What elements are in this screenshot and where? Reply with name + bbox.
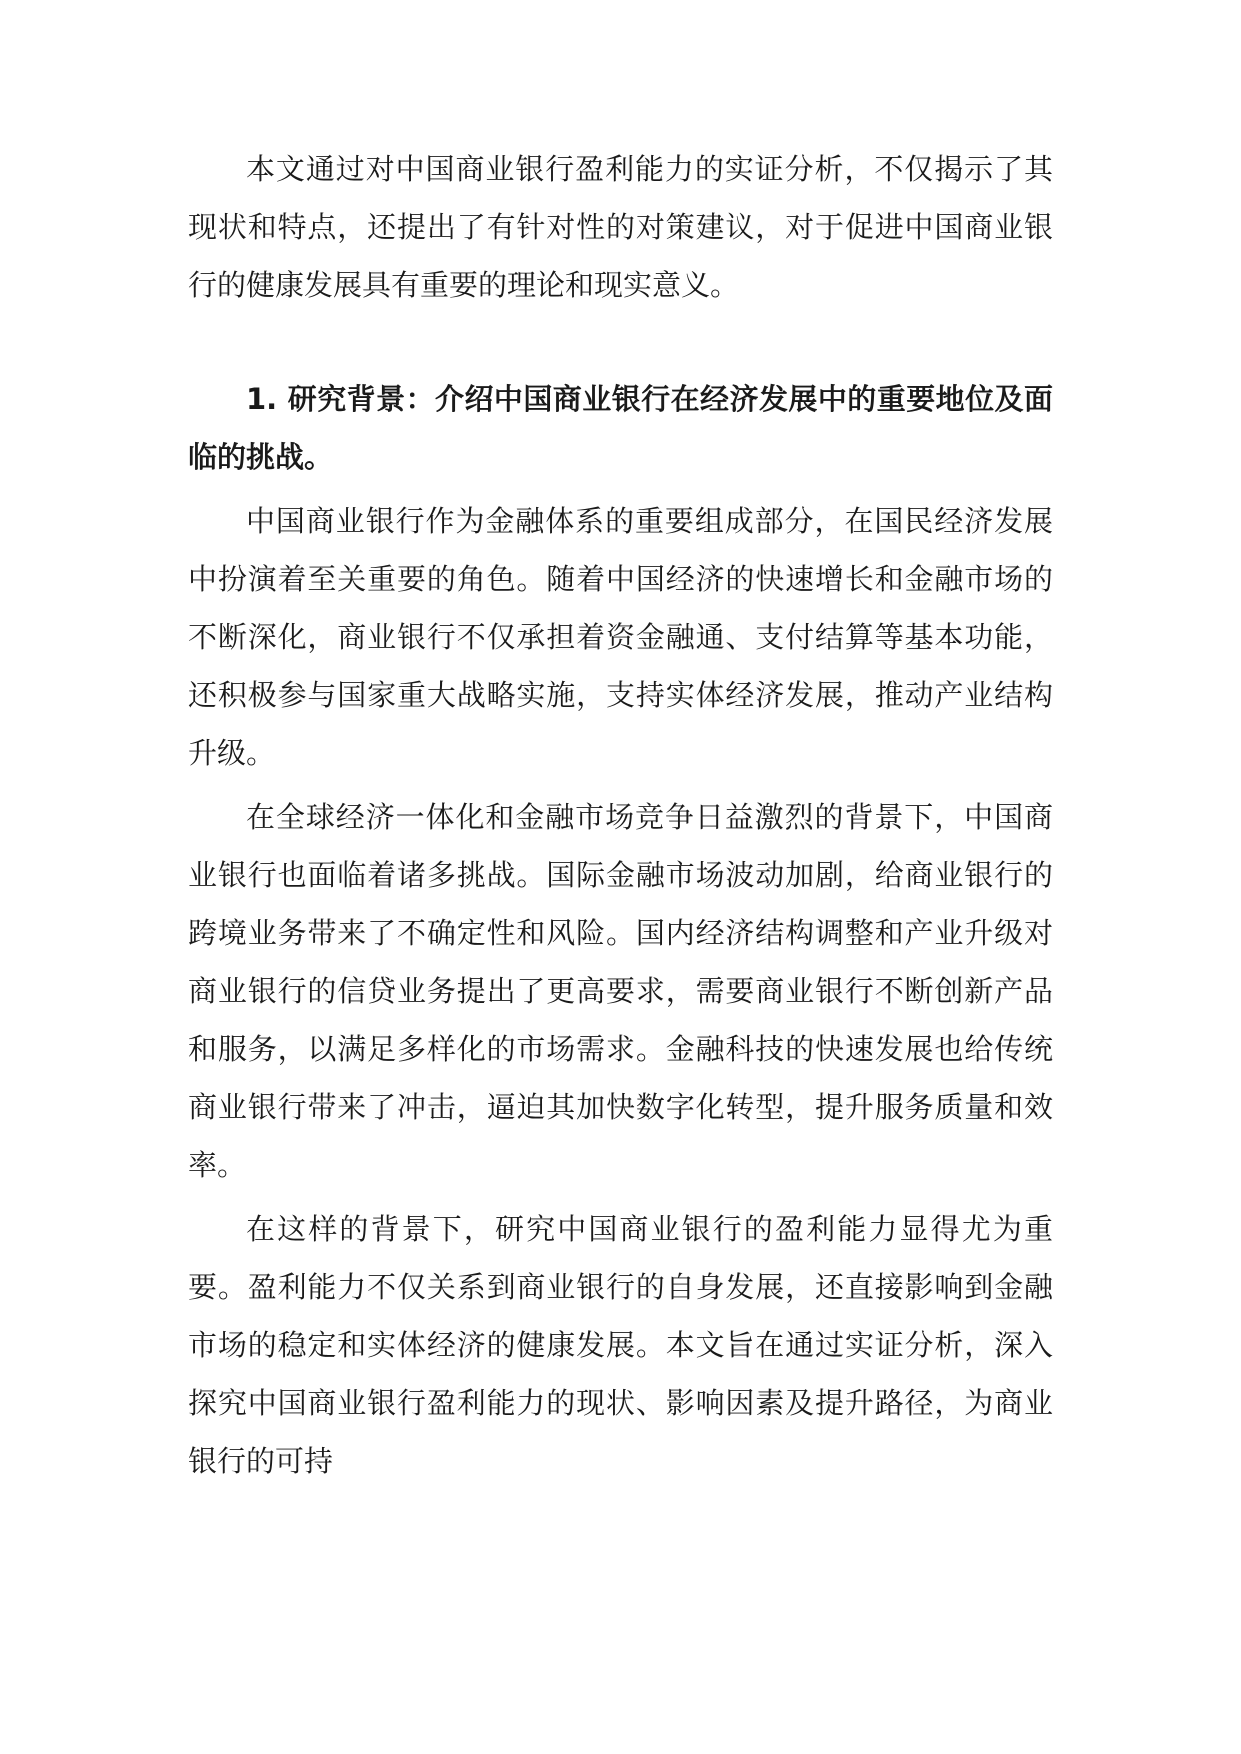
document-body bbox=[188, 140, 1053, 1490]
body-paragraph: 在这样的背景下，研究中国商业银行的盈利能力显得尤为重要。盈利能力不仅关系到商业银行的自身发展，还直接影响到金融市场的稳定和实体经济的健康发展。本文旨在通过实证分析，深入探究中国商业银行盈利能力的现状、影响因素及提升路径，为商业银行的可持 bbox=[188, 1212, 1053, 1478]
intro-paragraph: 本文通过对中国商业银行盈利能力的实证分析，不仅揭示了其现状和特点，还提出了有针对性的对策建议，对于促进中国商业银行的健康发展具有重要的理论和现实意义。 bbox=[188, 152, 1053, 302]
body-paragraph: 在全球经济一体化和金融市场竞争日益激烈的背景下，中国商业银行也面临着诸多挑战。国际金融市场波动加剧，给商业银行的跨境业务带来了不确定性和风险。国内经济结构调整和产业升级对商业银行的信贷业务提出了更高要求，需要商业银行不断创新产品和服务，以满足多样化的市场需求。金融科技的快速发展也给传统商业银行带来了冲击，逼迫其加快数字化转型，提升服务质量和效率。 bbox=[188, 800, 1053, 1182]
section-heading: 1. 研究背景：介绍中国商业银行在经济发展中的重要地位及面临的挑战。 bbox=[188, 382, 1053, 474]
body-paragraph: 中国商业银行作为金融体系的重要组成部分，在国民经济发展中扮演着至关重要的角色。随着中国经济的快速增长和金融市场的不断深化，商业银行不仅承担着资金融通、支付结算等基本功能，还积极参与国家重大战略实施，支持实体经济发展，推动产业结构升级。 bbox=[188, 504, 1053, 770]
